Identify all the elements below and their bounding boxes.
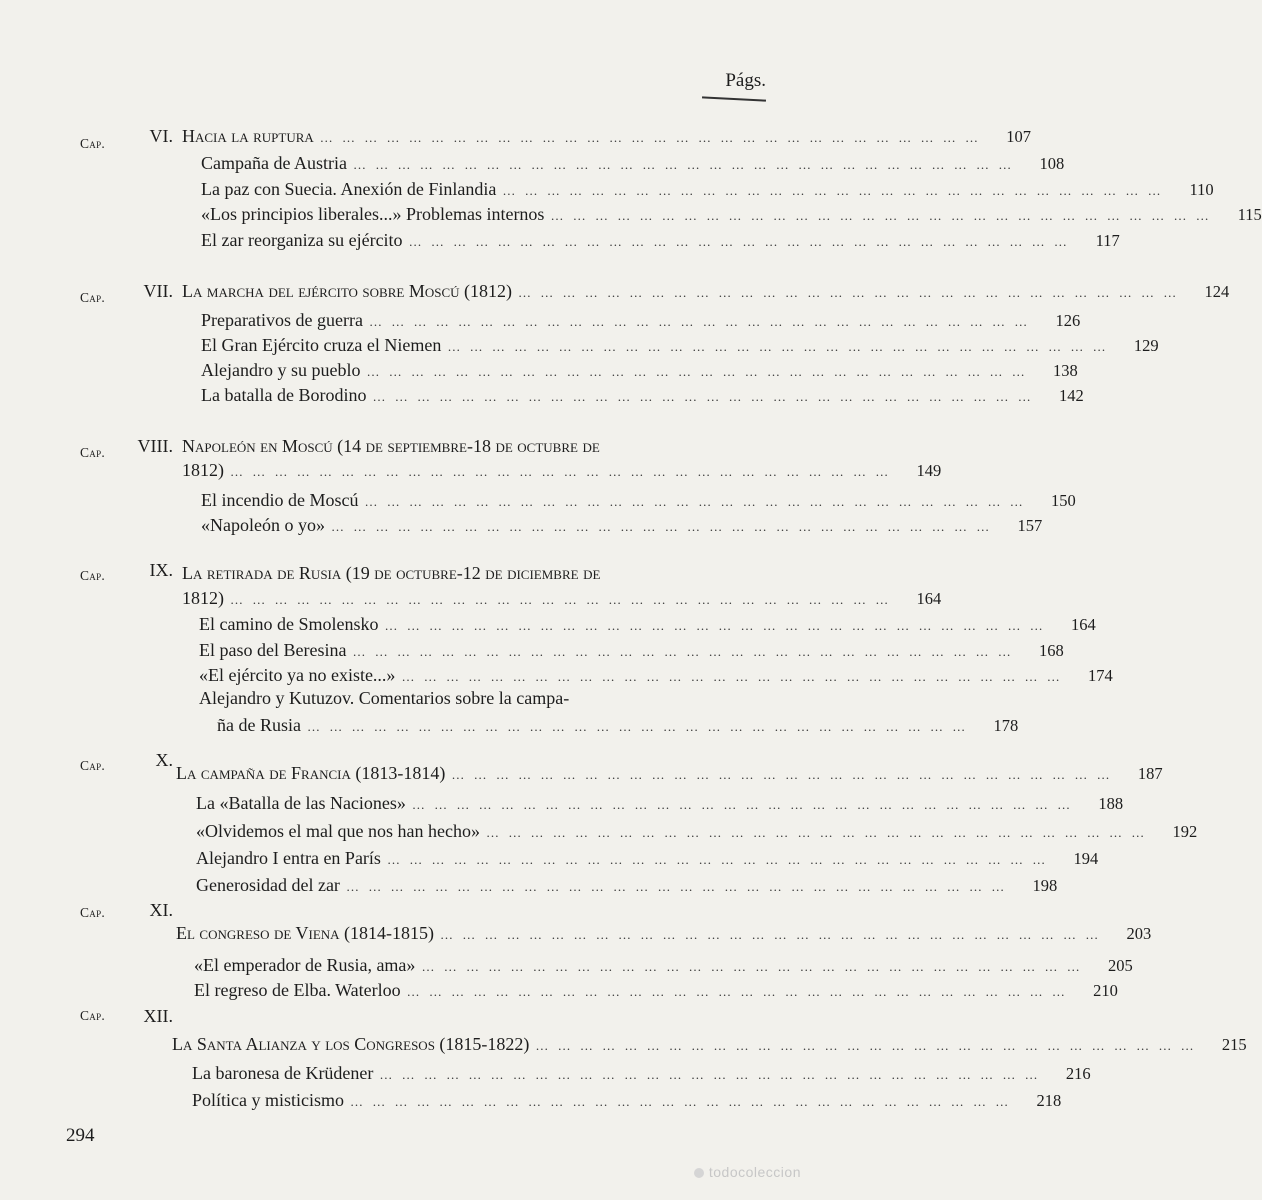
leader-dots: … … … … … … … … … … … … … … … … … … … … … … … … … … … … … … — [350, 1094, 1012, 1109]
entry-title-cont: ña de Rusia — [217, 715, 301, 735]
leader-dots: … … … … … … … … … … … … … … … … … … … … … … … … … … … … … … — [451, 767, 1113, 782]
page-ref: 129 — [1133, 336, 1159, 355]
page-ref: 174 — [1087, 666, 1113, 685]
leader-dots: … … … … … … … … … … … … … … … … … … … … … … … … … … … … … … — [406, 984, 1068, 999]
cap-label: Cap. — [80, 758, 106, 773]
entry-title: Política y misticismo — [192, 1090, 344, 1110]
page-ref: 218 — [1036, 1091, 1062, 1110]
entry-title: «El ejército ya no existe...» — [199, 665, 396, 685]
entry-title: El camino de Smolensko — [199, 614, 379, 634]
page-number: 294 — [66, 1125, 95, 1146]
leader-dots: … … … … … … … … … … … … … … … … … … … … … … … … … … … … … … — [364, 494, 1026, 509]
leader-dots: … … … … … … … … … … … … … … … … … … … … … … … … … … … … … … — [502, 183, 1164, 198]
entry-title: El paso del Beresina — [199, 640, 347, 660]
toc-entry — [194, 955, 1133, 981]
toc-entry — [196, 793, 1124, 819]
page-ref: 216 — [1065, 1064, 1091, 1083]
leader-dots: … … … … … … … … … … … … … … … … … … … … … … … … … … … … … … — [230, 464, 892, 479]
page-ref: 107 — [1006, 127, 1032, 146]
page-ref: 205 — [1107, 956, 1133, 975]
entry-title: El regreso de Elba. Waterloo — [194, 980, 401, 1000]
page-ref: 198 — [1032, 876, 1058, 895]
leader-dots: … … … … … … … … … … … … … … … … … … … … … … … … … … … … … … — [352, 157, 1015, 172]
chapter-title-cont-line — [182, 460, 942, 486]
entry-title: «Napoleón o yo» — [201, 515, 325, 535]
page-ref: 115 — [1237, 205, 1262, 224]
page-ref: 164 — [1070, 615, 1096, 634]
leader-dots: … … … … … … … … … … … … … … … … … … … … … … … … … … … … … … — [330, 519, 993, 534]
chapter-title-cont-line — [182, 588, 942, 614]
page-ref: 187 — [1137, 764, 1163, 783]
leader-dots: … … … … … … … … … … … … … … … … … … … … … … … … … … … … … … — [366, 364, 1028, 379]
toc-entry — [196, 875, 1058, 901]
leader-dots: … … … … … … … … … … … … … … … … … … … … … … … … … … … … … … — [352, 644, 1014, 659]
toc-entry — [201, 179, 1214, 205]
entry-title: «El emperador de Rusia, ama» — [194, 955, 416, 975]
toc-entry — [194, 980, 1118, 1006]
chapter-number: XI. — [149, 900, 173, 920]
page-ref: 138 — [1052, 361, 1078, 380]
page-ref: 126 — [1055, 311, 1081, 330]
chapter-number: VII. — [143, 281, 173, 301]
toc-entry — [201, 310, 1081, 336]
entry-title: Alejandro y su pueblo — [201, 360, 361, 380]
leader-dots: … … … … … … … … … … … … … … … … … … … … … … … … … … … … … … — [379, 1067, 1041, 1082]
toc-entry — [201, 385, 1084, 411]
toc-entry — [201, 515, 1043, 541]
toc-entry — [196, 821, 1198, 847]
cap-label: Cap. — [80, 1008, 106, 1023]
leader-dots: … … … … … … … … … … … … … … … … … … … … … … … … … … … … … … — [230, 592, 892, 607]
entry-title: El incendio de Moscú — [201, 490, 359, 510]
entry-title: El Gran Ejército cruza el Niemen — [201, 335, 442, 355]
watermark-logo-icon — [694, 1168, 704, 1178]
page-ref: 142 — [1058, 386, 1084, 405]
chapter-title: La retirada de Rusia (19 de octubre-12 de diciembre de — [182, 563, 601, 583]
toc-entry — [192, 1063, 1091, 1089]
toc-entry — [201, 230, 1120, 256]
toc-entry-cont — [217, 715, 1019, 741]
entry-title: Campaña de Austria — [201, 153, 347, 173]
entry-title: Generosidad del zar — [196, 875, 340, 895]
entry-title: «Olvidemos el mal que nos han hecho» — [196, 821, 480, 841]
chapter-title-line — [172, 1034, 1247, 1060]
cap-label: Cap. — [80, 290, 106, 305]
cap-label: Cap. — [80, 568, 106, 583]
page-ref: 110 — [1189, 180, 1214, 199]
leader-dots: … … … … … … … … … … … … … … … … … … … … … … … … … … … … … … — [535, 1038, 1197, 1053]
chapter-title: Napoleón en Moscú (14 de septiembre-18 de octubre de — [182, 436, 600, 456]
page-ref: 188 — [1098, 794, 1124, 813]
entry-title: La «Batalla de las Naciones» — [196, 793, 406, 813]
page-ref: 194 — [1073, 849, 1099, 868]
toc-entry — [201, 153, 1065, 179]
cap-label: Cap. — [80, 136, 106, 151]
chapter-title-line — [176, 763, 1163, 789]
leader-dots: … … … … … … … … … … … … … … … … … … … … … … … … … … … … … … — [411, 797, 1074, 812]
chapter-number: X. — [155, 750, 173, 770]
page-ref: 108 — [1039, 154, 1065, 173]
pags-heading: Págs. — [725, 70, 766, 91]
leader-dots: … … … … … … … … … … … … … … … … … … … … … … … … … … … … … … — [447, 339, 1109, 354]
page-ref: 215 — [1221, 1035, 1247, 1054]
leader-dots: … … … … … … … … … … … … … … … … … … … … … … … … … … … … … … — [345, 879, 1008, 894]
watermark — [694, 1164, 801, 1180]
leader-dots: … … … … … … … … … … … … … … … … … … … … … … … … … … … … … … — [372, 389, 1034, 404]
leader-dots: … … … … … … … … … … … … … … … … … … … … … … … … … … … … … … — [421, 959, 1083, 974]
entry-title: «Los principios liberales...» Problemas internos — [201, 204, 545, 224]
leader-dots: … … … … … … … … … … … … … … … … … … … … … … … … … … … … … … — [518, 285, 1180, 300]
page-ref: 192 — [1172, 822, 1198, 841]
leader-dots: … … … … … … … … … … … … … … … … … … … … … … … … … … … … … … — [306, 719, 969, 734]
chapter-number: VIII. — [137, 436, 173, 456]
entry-title: La baronesa de Krüdener — [192, 1063, 374, 1083]
toc-entry — [201, 335, 1159, 361]
entry-title: Preparativos de guerra — [201, 310, 363, 330]
chapter-number: VI. — [149, 126, 173, 146]
chapter-title: La campaña de Francia (1813-1814) — [176, 763, 446, 783]
cap-label: Cap. — [80, 905, 106, 920]
toc-entry — [201, 490, 1076, 516]
chapter-title-line — [176, 923, 1152, 949]
page-ref: 117 — [1095, 231, 1120, 250]
leader-dots: … … … … … … … … … … … … … … … … … … … … … … … … … … … … … … — [386, 852, 1049, 867]
heading-rule — [702, 96, 766, 101]
entry-title: Alejandro y Kutuzov. Comentarios sobre la campa- — [199, 688, 570, 708]
watermark-text: todocoleccion — [708, 1164, 801, 1180]
entry-title: La paz con Suecia. Anexión de Finlandia — [201, 179, 497, 199]
leader-dots: … … … … … … … … … … … … … … … … … … … … … … … … … … … … … … — [384, 618, 1046, 633]
leader-dots: … … … … … … … … … … … … … … … … … … … … … … … … … … … … … … — [440, 927, 1102, 942]
page-ref: 149 — [916, 461, 942, 480]
page-ref: 168 — [1038, 641, 1064, 660]
chapter-title-line — [182, 126, 1032, 152]
leader-dots: … … … … … … … … … … … … … … … … … … … … … … … … … … … … … … — [401, 669, 1063, 684]
entry-title: Alejandro I entra en París — [196, 848, 381, 868]
leader-dots: … … … … … … … … … … … … … … … … … … … … … … … … … … … … … … — [550, 208, 1212, 223]
toc-entry — [192, 1090, 1062, 1116]
leader-dots: … … … … … … … … … … … … … … … … … … … … … … … … … … … … … … — [485, 825, 1148, 840]
chapter-title: Hacia la ruptura — [182, 126, 314, 146]
toc-entry — [201, 204, 1262, 230]
chapter-title-line — [182, 281, 1230, 307]
toc-entry — [199, 640, 1064, 666]
page-ref: 164 — [916, 589, 942, 608]
leader-dots: … … … … … … … … … … … … … … … … … … … … … … … … … … … … … … — [368, 314, 1031, 329]
page-ref: 124 — [1204, 282, 1230, 301]
chapter-title-cont: 1812) — [182, 588, 224, 608]
page-ref: 157 — [1017, 516, 1043, 535]
chapter-title: El congreso de Viena (1814-1815) — [176, 923, 435, 943]
page-ref: 150 — [1050, 491, 1076, 510]
chapter-title: La Santa Alianza y los Congresos (1815-1822) — [172, 1034, 530, 1054]
toc-entry — [196, 848, 1099, 874]
entry-title: El zar reorganiza su ejército — [201, 230, 403, 250]
page-ref: 203 — [1126, 924, 1152, 943]
chapter-title-cont: 1812) — [182, 460, 224, 480]
page-ref: 210 — [1093, 981, 1118, 1000]
leader-dots: … … … … … … … … … … … … … … … … … … … … … … … … … … … … … … — [319, 130, 982, 145]
chapter-number: IX. — [149, 560, 173, 580]
cap-label: Cap. — [80, 445, 106, 460]
chapter-title: La marcha del ejército sobre Moscú (1812) — [182, 281, 512, 301]
toc-entry — [199, 614, 1096, 640]
leader-dots: … … … … … … … … … … … … … … … … … … … … … … … … … … … … … … — [408, 234, 1070, 249]
page-ref: 178 — [993, 716, 1019, 735]
toc-entry — [201, 360, 1078, 386]
entry-title: La batalla de Borodino — [201, 385, 367, 405]
chapter-number: XII. — [143, 1006, 173, 1026]
